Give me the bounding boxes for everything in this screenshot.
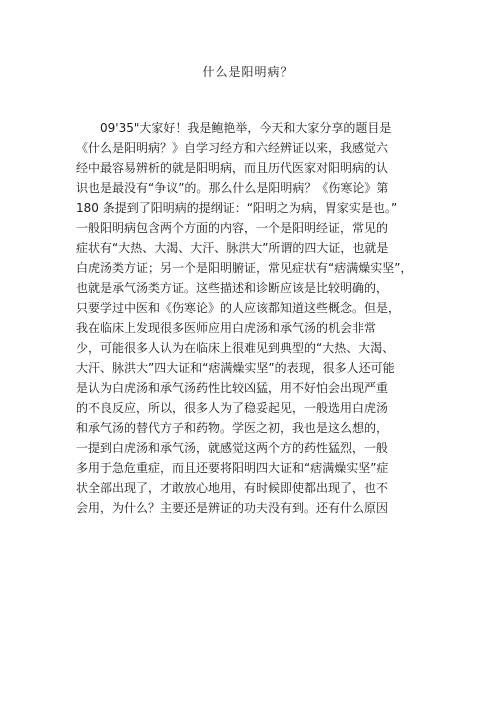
text-line: 只要学过中医和《伤寒论》的人应该都知道这些概念。但是，	[76, 301, 401, 315]
text-line: 状全部出现了，才敢放心地用，有时候即使都出现了，也不	[76, 481, 389, 495]
text-line: 我在临床上发现很多医师应用白虎汤和承气汤的机会非常	[76, 321, 377, 335]
text-line: 180 条提到了阳明病的提纲证：“阳明之为病，胃家实是也。”	[76, 201, 398, 215]
text-line: 也就是承气汤类方证。这些描述和诊断应该是比较明确的，	[76, 281, 389, 295]
text-line: 症状有“大热、大渴、大汗、脉洪大”所谓的四大证，也就是	[76, 241, 389, 255]
text-line: 和承气汤的替代方子和药物。学医之初，我也是这么想的，	[76, 421, 389, 435]
text-line: 白虎汤类方证；另一个是阳明腑证，常见症状有“痞满燥实坚”，	[76, 261, 413, 275]
text-line: 大汗、脉洪大”四大证和“痞满燥实坚”的表现，很多人还可能	[76, 361, 395, 375]
text-line: 识也是最没有“争议”的。那么什么是阳明病？《伤寒论》第	[76, 181, 389, 195]
text-line: 少，可能很多人认为在临床上很难见到典型的“大热、大渴、	[76, 341, 395, 355]
text-line: 会用，为什么？主要还是辨证的功夫没有到。还有什么原因	[76, 501, 389, 515]
document-body	[76, 118, 436, 518]
text-line: 09'35"大家好！我是鲍艳举，今天和大家分享的题目是	[100, 121, 392, 135]
text-line: 一般阳明病包含两个方面的内容，一个是阳明经证，常见的	[76, 221, 389, 235]
text-line: 是认为白虎汤和承气汤药性比较凶猛，用不好怕会出现严重	[76, 381, 389, 395]
text-line: 的不良反应，所以，很多人为了稳妥起见，一般选用白虎汤	[76, 401, 389, 415]
document-title: 什么是阳明病？	[202, 65, 294, 79]
text-line: 经中最容易辨析的就是阳明病，而且历代医家对阳明病的认	[76, 161, 389, 175]
text-line: 多用于急危重症，而且还要将阳明四大证和“痞满燥实坚”症	[76, 461, 389, 475]
text-line: 《什么是阳明病？》自学习经方和六经辨证以来，我感觉六	[76, 141, 389, 155]
text-line: 一提到白虎汤和承气汤，就感觉这两个方的药性猛烈，一般	[76, 441, 389, 455]
